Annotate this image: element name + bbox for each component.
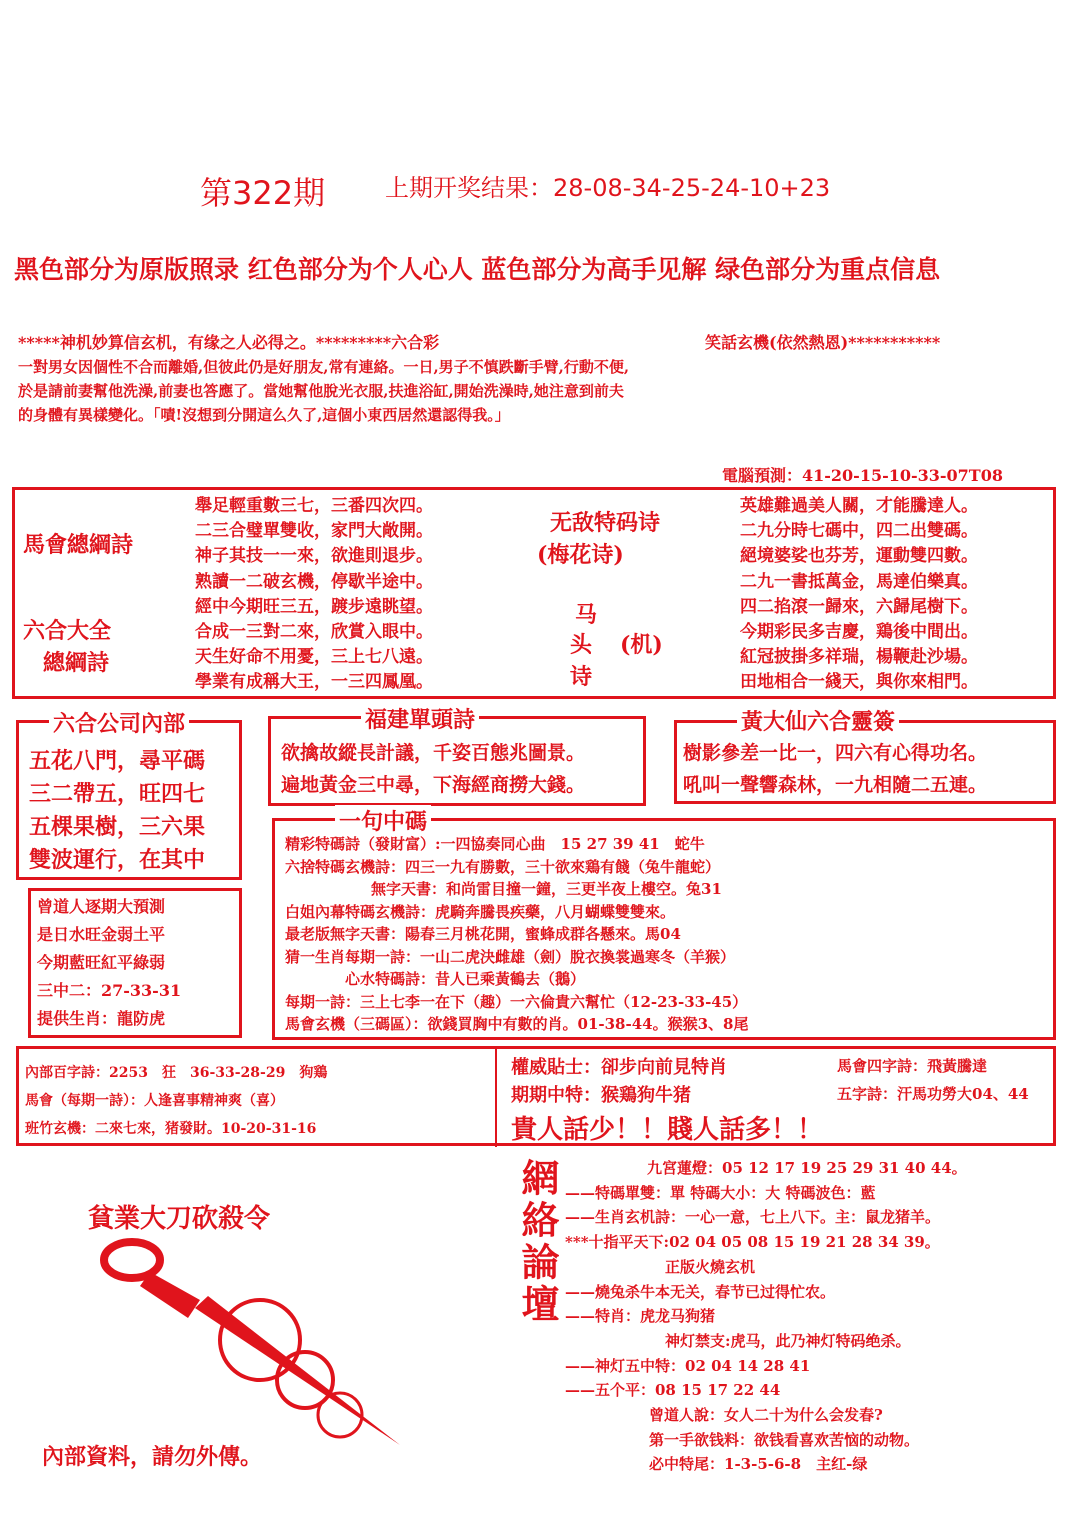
huang-line: 吼叫一聲響森林，一九相隨二五連。: [683, 774, 988, 796]
forum-line: 曾道人說：女人二十为什么会发春?: [649, 1406, 883, 1425]
zeng-box: [28, 888, 242, 1038]
inner-line: 內部百字詩：2253 狂 36-33-28-29 狗鶏: [25, 1065, 328, 1081]
zeng-list: [37, 893, 181, 1033]
zeng-line: 今期藍旺紅平綠弱: [37, 953, 166, 972]
forum-line: ——特碼單雙：單 特碼大小：大 特碼波色：藍: [565, 1183, 876, 1202]
yiju-line: 心水特碼詩：昔人已乘黃鶴去（鵝）: [345, 970, 586, 988]
poem-right-line: 四二掐滾一歸來，六歸尾樹下。: [740, 596, 978, 617]
intro-line-2: 於是請前妻幫他洗澡,前妻也答應了。當她幫他脫光衣服,扶進浴缸,開始洗澡時,她注意到前夫: [18, 382, 624, 400]
poem-left-line: 天生好命不用憂，三上七八遠。: [195, 647, 433, 668]
authority-line-2: 期期中特：猴鶏狗牛猪: [511, 1085, 691, 1106]
yiju-line: 精彩特碼詩（發財富）:一四協奏同心曲 15 27 39 41 蛇牛: [285, 835, 705, 853]
company-line: 三二帶五，旺四七: [29, 781, 206, 807]
poem-label-bottom-1: 六合大全: [23, 618, 112, 644]
authority-slogan: 貴人話少！！賤人話多！！: [511, 1115, 824, 1145]
poem-left-list: [195, 494, 433, 696]
intro-line-3: 的身體有異樣變化。「嘖!沒想到分開這么久了,這個小東西居然還認得我。」: [18, 406, 510, 424]
center-title-1: 无敌特码诗: [550, 510, 661, 536]
poem-right-line: 二九分時七碼中，四二出雙碼。: [740, 521, 978, 542]
huang-box: [674, 709, 1056, 804]
poem-left-line: 二三合璧單雙收，家門大敞開。: [195, 521, 433, 542]
inner-divider: [495, 1047, 497, 1147]
center-tou: 头: [570, 632, 593, 658]
company-list: [29, 745, 205, 877]
forum-list: [565, 1156, 967, 1477]
poem-right-line: 絕境婆娑也芬芳，運動雙四數。: [740, 546, 978, 567]
forum-line: ——燒兔杀牛本无关，春节已过得忙农。: [565, 1282, 836, 1301]
authority-line-2b: 五字詩：汗馬功勞大04、44: [837, 1085, 1029, 1103]
poems-box: [12, 487, 1056, 699]
color-legend: 黑色部分为原版照录 红色部分为个人心人 蓝色部分为高手见解 绿色部分为重点信息: [14, 255, 941, 284]
fujian-line: 欲擒故縱長計議，千姿百態兆圖景。: [281, 742, 586, 764]
intro-line-1: 一對男女因個性不合而離婚,但彼此仍是好朋友,常有連絡。一日,男子不慎跌斷手臂,行動不便,: [18, 358, 630, 376]
poem-right-line: 英雄難過美人關，才能騰達人。: [740, 496, 978, 516]
intro-title-left: *****神机妙算信玄机，有缘之人必得之。*********六合彩: [18, 333, 440, 352]
poem-right-line: 田地相合一綫天，與你來相門。: [740, 672, 978, 693]
center-ma: 马: [575, 602, 598, 628]
forum-line: 九宮蓮燈：05 12 17 19 25 29 31 40 44。: [647, 1159, 967, 1177]
poem-right-list: [740, 494, 978, 696]
inner-list: [25, 1059, 327, 1143]
zeng-title: 曾道人逐期大預測: [37, 897, 166, 916]
yiju-line: 白姐內幕特碼玄機詩：虎騎奔騰畏疾藥，八月蝴蝶雙雙來。: [285, 902, 676, 921]
intro-title-right: 笑話玄機(依然熱恩)***********: [705, 333, 941, 352]
company-line: 雙波運行，在其中: [29, 847, 206, 873]
fujian-list: [281, 737, 585, 801]
center-shi: 诗: [570, 664, 593, 690]
yiju-line: 每期一詩：三上七李一在下（趣）一六倫貴六幫忙（12-23-33-45）: [285, 992, 748, 1011]
center-ji: (机): [620, 632, 663, 658]
poem-left-line: 經中今期旺三五，踱步遠眺望。: [195, 596, 433, 617]
inner-box: [16, 1046, 1056, 1146]
huang-title: 黃大仙六合靈簽: [737, 705, 899, 736]
company-box: [16, 711, 242, 880]
zeng-line: 三中二：27-33-31: [37, 981, 182, 1000]
forum-line: 必中特尾：1-3-5-6-8 主红-绿: [649, 1455, 868, 1474]
fujian-box: [268, 707, 646, 806]
huang-list: [683, 737, 987, 801]
dagger-footer: 內部資料，請勿外傳。: [42, 1444, 263, 1470]
yiju-title: 一句中碼: [335, 805, 431, 836]
issue-number: 第322期: [200, 174, 326, 212]
forum-line: ——神灯五中特：02 04 14 28 41: [565, 1356, 811, 1375]
huang-line: 樹影參差一比一，四六有心得功名。: [683, 742, 988, 764]
poem-left-line: 熟讀一二破玄機，停歇半途中。: [195, 571, 433, 592]
fujian-line: 遍地黃金三中尋，下海經商撈大錢。: [281, 774, 586, 796]
inner-line: 馬會（每期一詩）：人逢喜事精神爽（喜）: [25, 1093, 284, 1109]
poem-left-line: 合成一三對二來，欣賞入眼中。: [195, 622, 433, 643]
yiju-line: 馬會玄機（三碼區）：欲錢買胸中有數的肖。01-38-44。猴猴3、8尾: [285, 1015, 749, 1033]
poem-left-line: 舉足輕重數三七，三番四次四。: [195, 496, 433, 516]
forum-line: 正版火燒玄机: [665, 1257, 756, 1276]
poem-right-line: 紅冠披掛多祥瑞，楊鞭赴沙場。: [740, 647, 978, 668]
yiju-line: 猜一生肖每期一詩：一山二虎決雌雄（劍）脫衣換裳過寒冬（羊猴）: [285, 947, 736, 966]
company-line: 五棵果樹，三六果: [29, 814, 206, 840]
forum-line: ***十指平天下:02 04 05 08 15 19 21 28 34 39。: [565, 1233, 940, 1252]
forum-vertical-label: 網絡論壇: [515, 1158, 560, 1326]
authority-line-1b: 馬會四字詩：飛黃騰達: [837, 1057, 988, 1075]
last-result: 上期开奖结果：28-08-34-25-24-10+23: [385, 174, 831, 202]
forum-line: 第一手欲钱料：欲钱看喜欢苦恼的动物。: [649, 1430, 920, 1449]
forum-line: ——特肖：虎龙马狗猪: [565, 1307, 716, 1326]
computer-forecast: 電腦預測：41-20-15-10-33-07T08: [722, 466, 1003, 485]
dagger-title: 貧業大刀砍殺令: [88, 1204, 271, 1234]
company-title: 六合公司內部: [49, 707, 189, 738]
inner-line: 班竹玄機：二來七來，猪發財。10-20-31-16: [25, 1121, 317, 1137]
yiju-box: [272, 809, 1056, 1040]
poem-label-top: 馬會總綱詩: [23, 532, 134, 558]
poem-left-line: 學業有成稱大王，一三四鳳凰。: [195, 672, 433, 693]
yiju-list: [285, 833, 748, 1036]
fujian-title: 福建單頭詩: [361, 703, 479, 734]
company-line: 五花八門，尋平碼: [29, 748, 206, 774]
forum-line: 神灯禁支:虎马，此乃神灯特码绝杀。: [665, 1331, 911, 1350]
dagger-icon: [90, 1230, 430, 1460]
poem-left-line: 神子其技一一來，欲進則退步。: [195, 546, 433, 567]
forum-line: ——生肖玄机詩：一心一意，七上八下。主：鼠龙猪羊。: [565, 1208, 941, 1227]
authority-line-1: 權威貼士：卻步向前見特肖: [511, 1057, 727, 1078]
yiju-line: 最老版無字天書：陽春三月桃花開，蜜蜂成群各懸來。馬04: [285, 925, 681, 943]
poem-right-line: 今期彩民多吉慶，鶏後中間出。: [740, 622, 978, 643]
yiju-line: 無字天書：和尚雷目撞一鐘，三更半夜上樓空。兔31: [371, 880, 722, 898]
poem-label-bottom-2: 總綱詩: [43, 650, 110, 676]
poem-right-line: 二九一書抵萬金，馬達伯樂真。: [740, 571, 978, 592]
yiju-line: 六捨特碼玄機詩：四三一九有勝數，三十欲來鶏有餞（兔牛龍蛇）: [285, 857, 721, 876]
zeng-line: 提供生肖：龍防虎: [37, 1009, 166, 1028]
forum-line: ——五个平：08 15 17 22 44: [565, 1381, 781, 1400]
zeng-line: 是日水旺金弱土平: [37, 925, 166, 944]
center-title-2: (梅花诗): [537, 542, 624, 568]
